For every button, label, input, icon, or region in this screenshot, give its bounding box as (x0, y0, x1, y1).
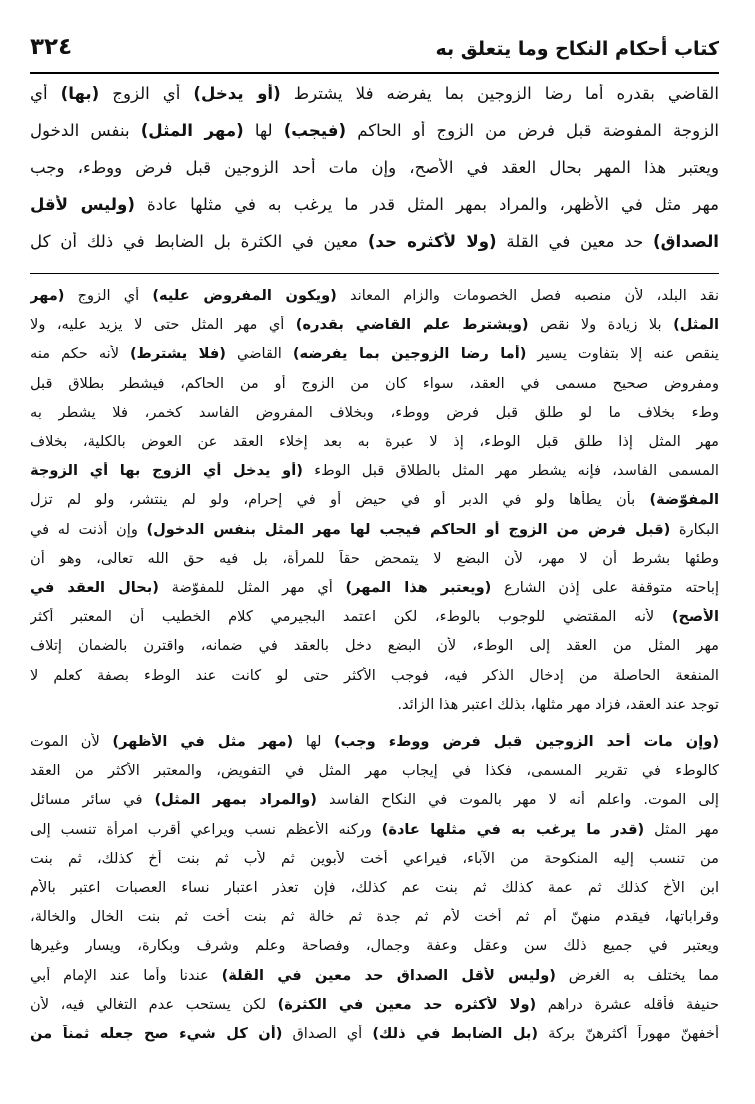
quoted-matn: (ويشترط علم القاضي بقدره) (295, 316, 529, 334)
commentary-line (30, 316, 719, 333)
quoted-matn: (وإن مات أحد الزوجين قبل فرض ووطء وجب) (334, 733, 719, 750)
text-run: أي الزوج (64, 287, 153, 304)
text-run: مهر مثل في الأظهر، والمراد بمهر المثل قدر ما يرغب به في مثلها عادة (134, 195, 719, 214)
main-text-line (30, 232, 719, 251)
commentary-line (30, 667, 719, 684)
text-run: توجد عند العقد، فزاد مهر مثلها، بذلك اعتبر هذا الزائد. (397, 695, 719, 713)
commentary-line (30, 967, 719, 984)
quoted-matn: (ولا لأكثره حد) (367, 232, 497, 251)
text-run: ويعتبر هذا المهر بحال العقد في الأصح، وإن مات أحد الزوجين قبل فرض ووطء، وجب (30, 158, 719, 177)
commentary-line (30, 850, 719, 867)
text-run: المسمى الفاسد، فإنه يشطر مهر المثل بالطلاق قبل الوطء (302, 462, 719, 480)
commentary-line (30, 608, 719, 625)
text-run: وطء بخلاف ما لو طلق قبل فرض ووطء، وبخلاف المفروض الفاسد كخمر، فلا يشطر به (30, 403, 719, 421)
quoted-matn: (مهر (30, 287, 65, 304)
quoted-matn: (قدر ما يرغب به في مثلها عادة) (381, 820, 645, 838)
quoted-matn: (أو يدخل) (193, 84, 281, 103)
quoted-matn: (ويكون المفروض عليه) (152, 287, 337, 304)
quoted-matn: الصداق) (653, 232, 719, 251)
main-text-line (30, 195, 719, 214)
text-run: مهر المثل من العقد إلى الوطء، لأن البضع دخل بالعقد في ضمانه، واقترن بالضمان إتلاف (30, 637, 719, 655)
commentary-line (30, 375, 719, 392)
quoted-matn: (بها) (60, 84, 100, 103)
commentary-line (30, 996, 719, 1013)
text-run: القاضي بقدره أما رضا الزوجين بما يفرضه فلا يشترط (280, 84, 719, 103)
quoted-matn: المثل) (673, 316, 719, 334)
text-run: لها (293, 733, 335, 750)
running-title: كتاب أحكام النكاح وما يتعلق به (435, 38, 719, 60)
quoted-matn: (ولا لأكثره حد معين في الكثرة) (277, 995, 537, 1013)
commentary-line (30, 791, 719, 808)
text-run: ينقص عنه إلا بتفاوت يسير (526, 345, 719, 363)
commentary-line (30, 287, 719, 304)
commentary-line (30, 762, 719, 779)
text-run: في سائر مسائل (30, 791, 155, 809)
quoted-matn: الأصح) (671, 608, 719, 626)
text-run: لأنه حكم منه (30, 345, 131, 363)
commentary-line (30, 908, 719, 925)
text-run: مما يختلف به الغرض (555, 966, 719, 984)
commentary-line (30, 550, 719, 567)
text-run: بأن يطأها ولو في الدبر أو في حيض أو في إحرام، ولو لم ينتشر، ولو لم تزل (30, 491, 650, 509)
quoted-matn: المفوّضة) (649, 491, 719, 509)
text-run: حنيفة فأقله عشرة دراهم (536, 995, 719, 1013)
commentary-line (30, 491, 719, 508)
commentary-line (30, 696, 719, 713)
text-run: لكن يستحب عدم التغالي فيه، لأن (30, 995, 278, 1013)
text-run: أي (30, 84, 61, 103)
commentary-line (30, 345, 719, 362)
commentary-line (30, 637, 719, 654)
commentary-line (30, 879, 719, 896)
commentary-line (30, 733, 719, 750)
main-text-line (30, 158, 719, 177)
text-run: البكارة (670, 520, 719, 538)
text-run: عندنا وأما عند الإمام أبي (30, 966, 222, 984)
quoted-matn: (مهر المثل) (140, 121, 244, 140)
text-run: بلا زيادة ولا نقص (528, 316, 674, 334)
text-run: معين في الكثرة بل الضابط في ذلك أن كل (30, 232, 368, 251)
page-number: ٣٢٤ (30, 34, 73, 60)
quoted-matn: (مهر مثل في الأظهر) (112, 733, 294, 750)
quoted-matn: (أو يدخل أي الزوج بها أي الزوجة (30, 462, 303, 480)
quoted-matn: (ويعتبر هذا المهر) (345, 579, 492, 596)
text-run: ومفروض صحيح مسمى في العقد، سواء كان من الزوج أو من الحاكم، فيشطر بطلاق قبل (30, 374, 719, 392)
text-run: أي مهر المثل حتى لا يزيد عليه، ولا (30, 316, 296, 334)
text-run: القاضي (225, 345, 293, 363)
text-run: مهر المثل (644, 820, 719, 838)
text-run: لها (243, 121, 284, 140)
quoted-matn: (وليس لأقل الصداق حد معين في القلة) (221, 966, 556, 984)
commentary-line (30, 521, 719, 538)
text-run: إلى الموت. واعلم أنه لا مهر بالموت في النكاح الفاسد (316, 791, 719, 809)
text-run: أي الصداق (282, 1025, 373, 1042)
text-run: لأن الموت (30, 733, 113, 750)
text-run: أي مهر المثل للمفوّضة (158, 579, 346, 596)
quoted-matn: (بل الضابط في ذلك) (372, 1025, 539, 1042)
main-text-line (30, 84, 719, 103)
commentary-line (30, 1025, 719, 1042)
text-run: ابن الأخ كذلك ثم عمة كذلك ثم بنت عم كذلك، فإن تعذر اعتبار نساء العصبات اعتبر بالأم (30, 879, 719, 896)
text-run: أي الزوج (99, 84, 194, 103)
commentary-line (30, 433, 719, 450)
quoted-matn: (أن كل شيء صح جعله ثمناً من (30, 1025, 283, 1042)
text-run: وركنه الأعظم نسب ويراعي أقرب امرأة تنسب إلى (30, 820, 382, 838)
text-run: ويعتبر في جميع ذلك سن وعقل وعفة وجمال، وفصاحة وعلم وشرف وبكارة، ويسار وغيرها (30, 937, 719, 955)
quoted-matn: (وليس لأقل (30, 195, 135, 214)
text-run: المنفعة الحاصلة من إدخال الذكر فيه، فوجب الأكثر حتى لو كانت عند الوطء بصفة كعلم لا (30, 666, 719, 684)
text-run: كالوطء في تقرير المسمى، فكذا في إيجاب مهر المثل في التفويض، والمعتبر الأكثر من العقد (30, 762, 719, 780)
quoted-matn: (والمراد بمهر المثل) (154, 791, 317, 809)
quoted-matn: (فيجب) (283, 121, 347, 140)
quoted-matn: (بحال العقد في (30, 579, 159, 596)
quoted-matn: (فلا يشترط) (130, 345, 226, 363)
quoted-matn: (أما رضا الزوجين بما يفرضه) (292, 345, 527, 363)
main-text-line (30, 121, 719, 140)
text-run: إباحته متوقفة على إذن الشارع (491, 579, 719, 596)
commentary-line (30, 404, 719, 421)
text-run: نقد البلد، لأن منصبه فصل الخصومات والزام المعاند (336, 287, 719, 304)
commentary-line (30, 462, 719, 479)
text-run: الزوجة المفوضة قبل فرض من الزوج أو الحاكم (346, 121, 719, 140)
commentary-line (30, 937, 719, 954)
commentary-line (30, 579, 719, 596)
text-run: وطئها بشرط أن لا مهر، لأن البضع لا يتمحض حقاً للمرأة، بل فيه حق الله تعالى، وهو أن (30, 549, 719, 567)
text-run: أخفهنّ مهوراً أكثرهنّ بركة (538, 1025, 719, 1042)
quoted-matn: (قبل فرض من الزوج أو الحاكم فيجب لها مهر المثل بنفس الدخول) (146, 520, 671, 538)
text-run: من تنسب إليه المنكوحة من الآباء، فيراعي أخت لأبوين ثم لأب ثم بنت أخ كذلك، ثم بنت (30, 849, 719, 867)
text-run: بنفس الدخول (30, 121, 141, 140)
text-run: وإن أذنت له في (30, 520, 147, 538)
text-run: وقراباتها، فيقدم منهنّ أم ثم أخت لأم ثم جدة ثم خالة ثم بنت أخت ثم بنت الخال والخالة، (30, 908, 719, 926)
text-run: مهر المثل إذا طلق قبل الوطء، إذ لا عبرة به بعد إخلاء العقد عن العوض بالكلية، بخلاف (30, 433, 719, 450)
text-run: لأنه المقتضي للوجوب بالوطء، لكن اعتمد البجيرمي كلام الخطيب أن المعتبر أكثر (30, 608, 672, 626)
text-run: حد معين في القلة (496, 232, 654, 251)
commentary-line (30, 821, 719, 838)
